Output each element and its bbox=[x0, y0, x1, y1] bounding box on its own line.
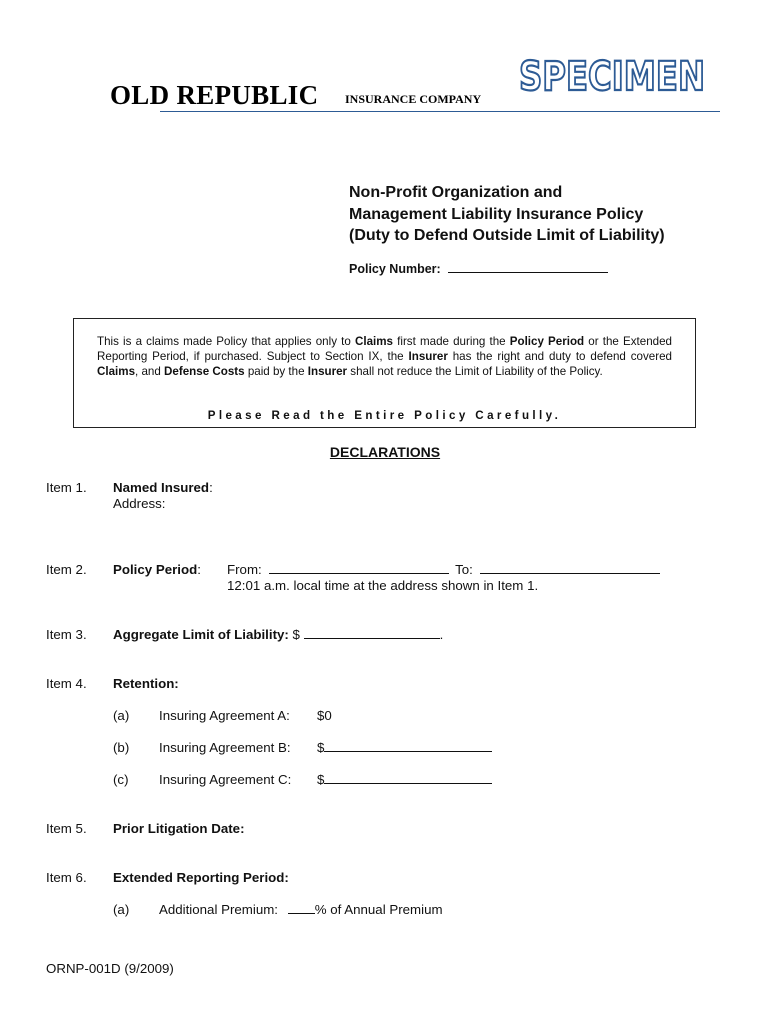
aggregate-limit-label: Aggregate Limit of Liability: bbox=[113, 627, 289, 642]
retention-a-value: $0 bbox=[317, 708, 332, 723]
item-3-number: Item 3. bbox=[46, 627, 87, 642]
logo-star-icon bbox=[9, 20, 22, 32]
company-suffix: INSURANCE COMPANY bbox=[345, 92, 482, 106]
logo-star-icon bbox=[13, 2, 26, 14]
notice-text-part: paid by the bbox=[244, 365, 308, 379]
retention-c-value: $ bbox=[317, 772, 325, 787]
address-label: Address: bbox=[113, 496, 166, 511]
logo-star-icon bbox=[15, 0, 28, 11]
notice-text-part: or the Extended Reporting Period, if purchased. Subject to Section IX, the bbox=[97, 335, 672, 364]
retention-b-row bbox=[317, 740, 492, 755]
to-label: To: bbox=[455, 562, 473, 577]
item-5-number: Item 5. bbox=[46, 821, 87, 836]
declarations-heading: DECLARATIONS bbox=[329, 444, 441, 460]
notice-text-part: , and bbox=[135, 365, 165, 379]
prior-litigation-date-label: Prior Litigation Date: bbox=[113, 821, 245, 836]
to-date-blank[interactable] bbox=[480, 562, 660, 574]
policy-period-label-text: Policy Period bbox=[113, 562, 198, 577]
claims-made-notice bbox=[73, 318, 696, 428]
named-insured-colon: : bbox=[209, 480, 213, 495]
from-date-blank[interactable] bbox=[269, 562, 449, 574]
title-line-3: (Duty to Defend Outside Limit of Liability) bbox=[349, 227, 665, 244]
retention-a-label: Insuring Agreement A: bbox=[159, 708, 290, 723]
retention-b-label: Insuring Agreement B: bbox=[159, 740, 291, 755]
policy-period-fields bbox=[227, 562, 660, 577]
policy-period-label bbox=[113, 562, 201, 577]
item-4-number: Item 4. bbox=[46, 676, 87, 691]
policy-title bbox=[349, 182, 749, 247]
retention-a-letter: (a) bbox=[113, 708, 130, 723]
aggregate-limit-blank[interactable] bbox=[304, 627, 440, 639]
aggregate-limit-row bbox=[113, 627, 443, 642]
named-insured-label-text: Named Insured bbox=[113, 480, 210, 495]
retention-c-row bbox=[317, 772, 492, 787]
aggregate-limit-dollar: $ bbox=[292, 627, 300, 642]
additional-premium-suffix: % of Annual Premium bbox=[314, 902, 443, 917]
notice-term: Insurer bbox=[408, 350, 448, 364]
aggregate-limit-period: . bbox=[439, 627, 444, 642]
additional-premium-blank[interactable] bbox=[288, 902, 315, 914]
retention-b-blank[interactable] bbox=[324, 740, 492, 752]
extended-reporting-period-label: Extended Reporting Period: bbox=[113, 870, 289, 885]
notice-term: Defense Costs bbox=[164, 365, 245, 379]
additional-premium-row bbox=[159, 902, 443, 917]
read-policy-notice: Please Read the Entire Policy Carefully. bbox=[207, 409, 562, 422]
policy-number-label: Policy Number: bbox=[349, 262, 441, 276]
retention-label: Retention: bbox=[113, 676, 179, 691]
stamp-text: SPECIMEN bbox=[519, 54, 705, 100]
title-line-1: Non-Profit Organization and bbox=[349, 184, 563, 201]
policy-number-blank[interactable] bbox=[448, 261, 608, 273]
item-1-number: Item 1. bbox=[46, 480, 87, 495]
policy-period-time-note: 12:01 a.m. local time at the address shown in Item 1. bbox=[227, 578, 539, 593]
notice-text-part: first made during the bbox=[393, 335, 510, 348]
notice-term: Claims bbox=[97, 365, 136, 379]
retention-b-value: $ bbox=[317, 740, 325, 755]
notice-text-part: has the right and duty to defend covered bbox=[447, 350, 672, 364]
notice-term: Insurer bbox=[307, 365, 348, 379]
additional-premium-letter: (a) bbox=[113, 902, 130, 917]
form-number: ORNP-001D (9/2009) bbox=[46, 961, 174, 976]
policy-period-colon: : bbox=[197, 562, 201, 577]
header-divider bbox=[160, 111, 720, 112]
notice-term: Policy Period bbox=[509, 335, 585, 348]
logo-star-icon bbox=[24, 0, 37, 1]
retention-c-letter: (c) bbox=[113, 772, 129, 787]
specimen-stamp bbox=[516, 52, 708, 100]
notice-term: Claims bbox=[354, 335, 393, 348]
item-6-number: Item 6. bbox=[46, 870, 87, 885]
logo-star-icon bbox=[76, 0, 89, 1]
notice-text-part: This is a claims made Policy that applies only to bbox=[97, 335, 355, 348]
notice-text bbox=[97, 334, 672, 380]
policy-number-row bbox=[349, 261, 608, 276]
retention-c-blank[interactable] bbox=[324, 772, 492, 784]
title-line-2: Management Liability Insurance Policy bbox=[349, 205, 644, 223]
named-insured-label bbox=[113, 480, 213, 495]
notice-text-part: shall not reduce the Limit of Liability of the Policy. bbox=[347, 365, 603, 379]
logo-star-icon bbox=[87, 2, 100, 14]
item-2-number: Item 2. bbox=[46, 562, 87, 577]
additional-premium-label: Additional Premium: bbox=[159, 902, 278, 917]
from-label: From: bbox=[227, 562, 262, 577]
company-name: OLD REPUBLIC bbox=[110, 80, 319, 110]
logo-star-icon bbox=[13, 37, 26, 49]
retention-b-letter: (b) bbox=[113, 740, 130, 755]
retention-c-label: Insuring Agreement C: bbox=[159, 772, 292, 787]
